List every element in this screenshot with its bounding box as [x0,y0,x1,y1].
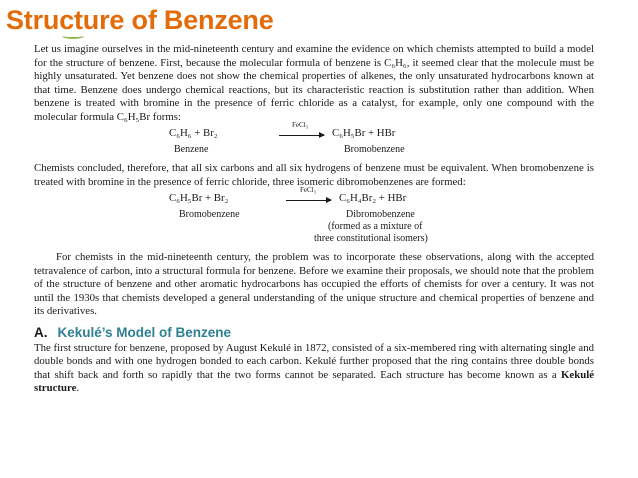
spellcheck-underline [62,33,84,39]
paragraph-equivalence: Chemists concluded, therefore, that all six carbons and all six hydrogens of benzene must be equivalent. When bromobenzene is treated with bromine in the presence of ferric chloride, three isomeric dibromobenzenes are formed: [34,162,594,188]
paragraph-kekule [34,342,594,396]
paragraph-history: For chemists in the mid-nineteenth century, the problem was to incorporate these observations, along with the accepted tetravalence of carbon, into a structural formula for benzene. Before we examine their proposals, we should note that the problem of the structure of benzene and other aromatic hydrocarbons has occupied the efforts of chemists for over a century. It was not until the 1930s that chemists developed a general understanding of the unique structure and chemical properties of benzene and its derivatives. [34,251,594,317]
equation-products: C₆H₅Br + HBr [332,127,396,139]
equation-catalyst: FeCl₃ [292,121,309,129]
label-bromobenzene: Bromobenzene [344,144,405,155]
kekule-text: The first structure for benzene, proposed by August Kekulé in 1872, consisted of a six-membered ring with alternating single and double bonds and with one hydrogen bonded to each carbon. Kekulé further proposed that the ring contains three double bonds that shift back and forth so rapidly that the two forms cannot be separated. Each structure has become known as a [34,341,594,381]
reaction-arrow [286,200,331,201]
kekule-term: Kekulé structure [34,368,594,394]
label-dibromobenzene: Dibromobenzene [346,209,415,220]
section-letter: A. [34,324,48,340]
equation-reactants: C₆H₆ + Br₂ [169,127,218,139]
label-bromobenzene: Bromobenzene [179,209,240,220]
reaction-arrow [279,135,324,136]
kekule-end: . [76,382,80,394]
section-title: Kekulé’s Model of Benzene [57,324,232,340]
isomer-note: three constitutional isomers) [314,233,428,244]
equation-reactants: C₆H₅Br + Br₂ [169,192,229,204]
equation-products: C₆H₄Br₂ + HBr [339,192,407,204]
isomer-note: (formed as a mixture of [328,221,423,232]
equation-bromination [34,121,594,162]
equation-catalyst: FeCl₃ [300,186,317,194]
slide-title: Structure of Benzene [6,5,274,35]
paragraph-evidence: Let us imagine ourselves in the mid-nineteenth century and examine the evidence on which chemists attempted to build a model for the structure of benzene. First, because the molecular formula of benzene is C₆H₆, it seemed clear that the molecule must be highly unsaturated. Yet benzene does not show the chemical properties of alkenes, the only unsaturated hydrocarbons known at that time. Benzene does undergo chemical reactions, but its characteristic reaction is substitution rather than addition. When benzene is treated with bromine in the presence of ferric chloride as a catalyst, for example, only one compound with the molecular formula C₆H₅Br forms: [34,43,594,123]
section-heading [34,325,594,340]
equation-dibromination [34,186,594,251]
label-benzene: Benzene [174,144,209,155]
document-image [34,43,594,396]
